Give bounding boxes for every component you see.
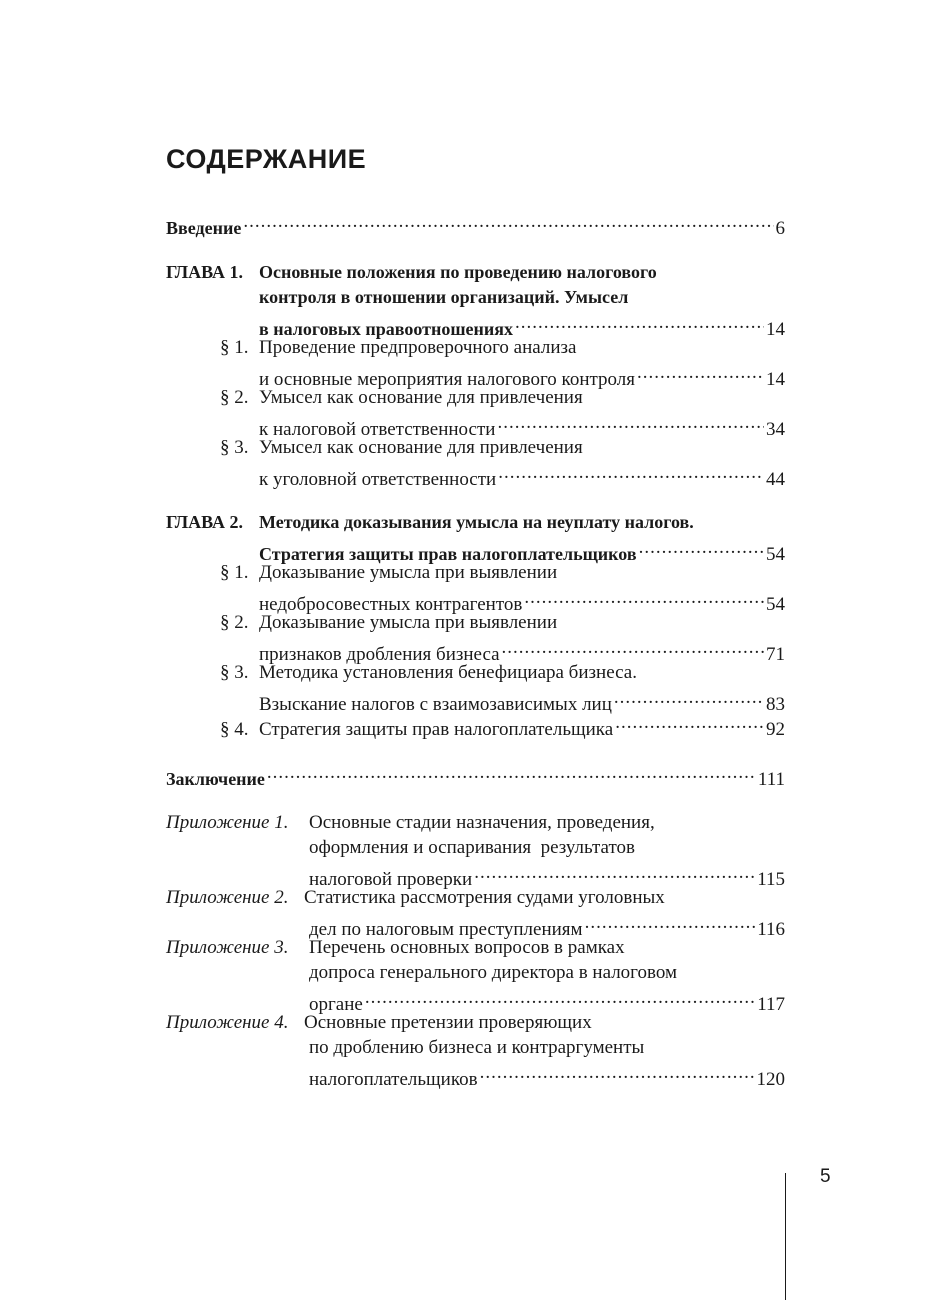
- appendix-prefix: Приложение 4.: [166, 1012, 289, 1033]
- toc-entry-label: Доказывание умысла при выявлении: [259, 562, 558, 583]
- toc-page-number: 83: [766, 694, 785, 715]
- page-margin-rule: [785, 1173, 786, 1300]
- toc-section-2-3-cont[interactable]: [166, 685, 785, 715]
- toc-section-2-3[interactable]: [166, 660, 785, 685]
- toc-appendix-4-cont-2[interactable]: [166, 1060, 785, 1090]
- leader-dots: [615, 710, 764, 735]
- toc-appendix-4-cont-1[interactable]: [166, 1035, 785, 1060]
- toc-section-2-4[interactable]: [166, 710, 785, 740]
- toc-entry-label: Проведение предпроверочного анализа: [259, 337, 577, 358]
- leader-dots: [498, 460, 764, 485]
- toc-page-number: 92: [766, 719, 785, 740]
- toc-section-1-3-cont[interactable]: [166, 460, 785, 490]
- appendix-prefix: Приложение 3.: [166, 937, 289, 958]
- page-title: СОДЕРЖАНИЕ: [166, 144, 367, 174]
- toc-page-number: 117: [757, 994, 785, 1015]
- toc-entry-label: Умысел как основание для привлечения: [259, 387, 583, 408]
- leader-dots: [480, 1060, 755, 1085]
- leader-dots: [267, 760, 756, 785]
- toc-section-2-2[interactable]: [166, 610, 785, 635]
- toc-section-1-3[interactable]: [166, 435, 785, 460]
- toc-page-number: 44: [766, 469, 785, 490]
- toc-section-1-1[interactable]: [166, 335, 785, 360]
- toc-page-number: 34: [766, 419, 785, 440]
- toc-section-1-2-cont[interactable]: [166, 410, 785, 440]
- leader-dots: [365, 985, 755, 1010]
- toc-chapter-2-line-2[interactable]: [166, 535, 785, 565]
- toc-entry-label: Методика доказывания умысла на неуплату налогов.: [259, 512, 694, 532]
- toc-page-number: 120: [756, 1069, 785, 1090]
- section-prefix: § 3.: [220, 437, 249, 458]
- section-prefix: § 1.: [220, 562, 249, 583]
- toc-appendix-1-cont-2[interactable]: [166, 860, 785, 890]
- toc-section-2-1-cont[interactable]: [166, 585, 785, 615]
- page-number: 5: [820, 1166, 831, 1187]
- toc-page-number: 116: [757, 919, 785, 940]
- chapter-prefix: ГЛАВА 2.: [166, 512, 244, 532]
- toc-entry-label: и основные мероприятия налогового контроля: [259, 369, 635, 390]
- section-prefix: § 2.: [220, 612, 249, 633]
- leader-dots: [497, 410, 764, 435]
- toc-page-number: 54: [766, 594, 785, 615]
- toc-entry-label: Основные стадии назначения, проведения,: [309, 812, 655, 833]
- toc-entry-label: Стратегия защиты прав налогоплательщика: [259, 719, 614, 740]
- toc-page-number: 6: [775, 218, 785, 239]
- toc-entry-label: признаков дробления бизнеса: [259, 644, 500, 665]
- toc-entry-label: органе: [309, 994, 363, 1015]
- leader-dots: [524, 585, 764, 610]
- toc-entry-label: Статистика рассмотрения судами уголовных: [304, 887, 665, 908]
- toc-entry-label: контроля в отношении организаций. Умысел: [259, 287, 629, 307]
- toc-appendix-3-cont-2[interactable]: [166, 985, 785, 1015]
- toc-page-number: 14: [766, 319, 785, 340]
- toc-chapter-1-line-1[interactable]: [166, 260, 785, 285]
- toc-section-1-1-cont[interactable]: [166, 360, 785, 390]
- section-prefix: § 3.: [220, 662, 249, 683]
- toc-section-1-2[interactable]: [166, 385, 785, 410]
- leader-dots: [515, 310, 764, 335]
- toc-entry-label: Доказывание умысла при выявлении: [259, 612, 558, 633]
- toc-entry-label: Основные положения по проведению налогового: [259, 262, 657, 282]
- toc-entry-label: по дроблению бизнеса и контраргументы: [309, 1037, 645, 1058]
- toc-entry-label: недобросовестных контрагентов: [259, 594, 523, 615]
- toc-entry-label: Умысел как основание для привлечения: [259, 437, 583, 458]
- toc-entry-label: Методика установления бенефициара бизнеса.: [259, 662, 637, 683]
- toc-entry-label: к уголовной ответственности: [259, 469, 497, 490]
- toc-page-number: 111: [757, 769, 785, 790]
- toc-appendix-1-cont-1[interactable]: [166, 835, 785, 860]
- toc-page-number: 14: [766, 369, 785, 390]
- toc-chapter-2-line-1[interactable]: [166, 510, 785, 535]
- toc-entry-label: Стратегия защиты прав налогоплательщиков: [259, 544, 637, 564]
- leader-dots: [637, 360, 764, 385]
- toc-entry-label: Введение: [166, 218, 242, 238]
- leader-dots: [639, 535, 764, 560]
- leader-dots: [614, 685, 764, 710]
- toc-entry-introduction[interactable]: [166, 209, 785, 239]
- toc-page-number: 115: [757, 869, 785, 890]
- toc-entry-label: налогоплательщиков: [309, 1069, 478, 1090]
- toc-entry-label: Заключение: [166, 769, 265, 789]
- section-prefix: § 4.: [220, 719, 249, 740]
- leader-dots: [243, 209, 773, 234]
- leader-dots: [502, 635, 764, 660]
- toc-entry-label: допроса генерального директора в налоговом: [309, 962, 677, 983]
- toc-appendix-1[interactable]: [166, 810, 785, 835]
- toc-entry-label: налоговой проверки: [309, 869, 473, 890]
- toc-chapter-1-line-2[interactable]: [166, 285, 785, 310]
- appendix-prefix: Приложение 2.: [166, 887, 289, 908]
- section-prefix: § 1.: [220, 337, 249, 358]
- toc-appendix-4[interactable]: [166, 1010, 785, 1035]
- toc-entry-label: Перечень основных вопросов в рамках: [309, 937, 625, 958]
- toc-appendix-2-cont[interactable]: [166, 910, 785, 940]
- toc-entry-label: к налоговой ответственности: [259, 419, 496, 440]
- leader-dots: [585, 910, 756, 935]
- toc-section-2-2-cont[interactable]: [166, 635, 785, 665]
- toc-entry-conclusion[interactable]: [166, 760, 785, 790]
- toc-page-number: 54: [766, 544, 785, 565]
- leader-dots: [474, 860, 755, 885]
- toc-entry-label: оформления и оспаривания результатов: [309, 837, 635, 858]
- toc-entry-label: Основные претензии проверяющих: [304, 1012, 592, 1033]
- section-prefix: § 2.: [220, 387, 249, 408]
- toc-appendix-3[interactable]: [166, 935, 785, 960]
- toc-entry-label: Взыскание налогов с взаимозависимых лиц: [259, 694, 612, 715]
- toc-entry-label: дел по налоговым преступлениям: [309, 919, 583, 940]
- toc-page-number: 71: [766, 644, 785, 665]
- appendix-prefix: Приложение 1.: [166, 812, 289, 833]
- toc-appendix-3-cont-1[interactable]: [166, 960, 785, 985]
- toc-section-2-1[interactable]: [166, 560, 785, 585]
- toc-chapter-1-line-3[interactable]: [166, 310, 785, 340]
- chapter-prefix: ГЛАВА 1.: [166, 262, 244, 282]
- toc-entry-label: в налоговых правоотношениях: [259, 319, 514, 339]
- toc-appendix-2[interactable]: [166, 885, 785, 910]
